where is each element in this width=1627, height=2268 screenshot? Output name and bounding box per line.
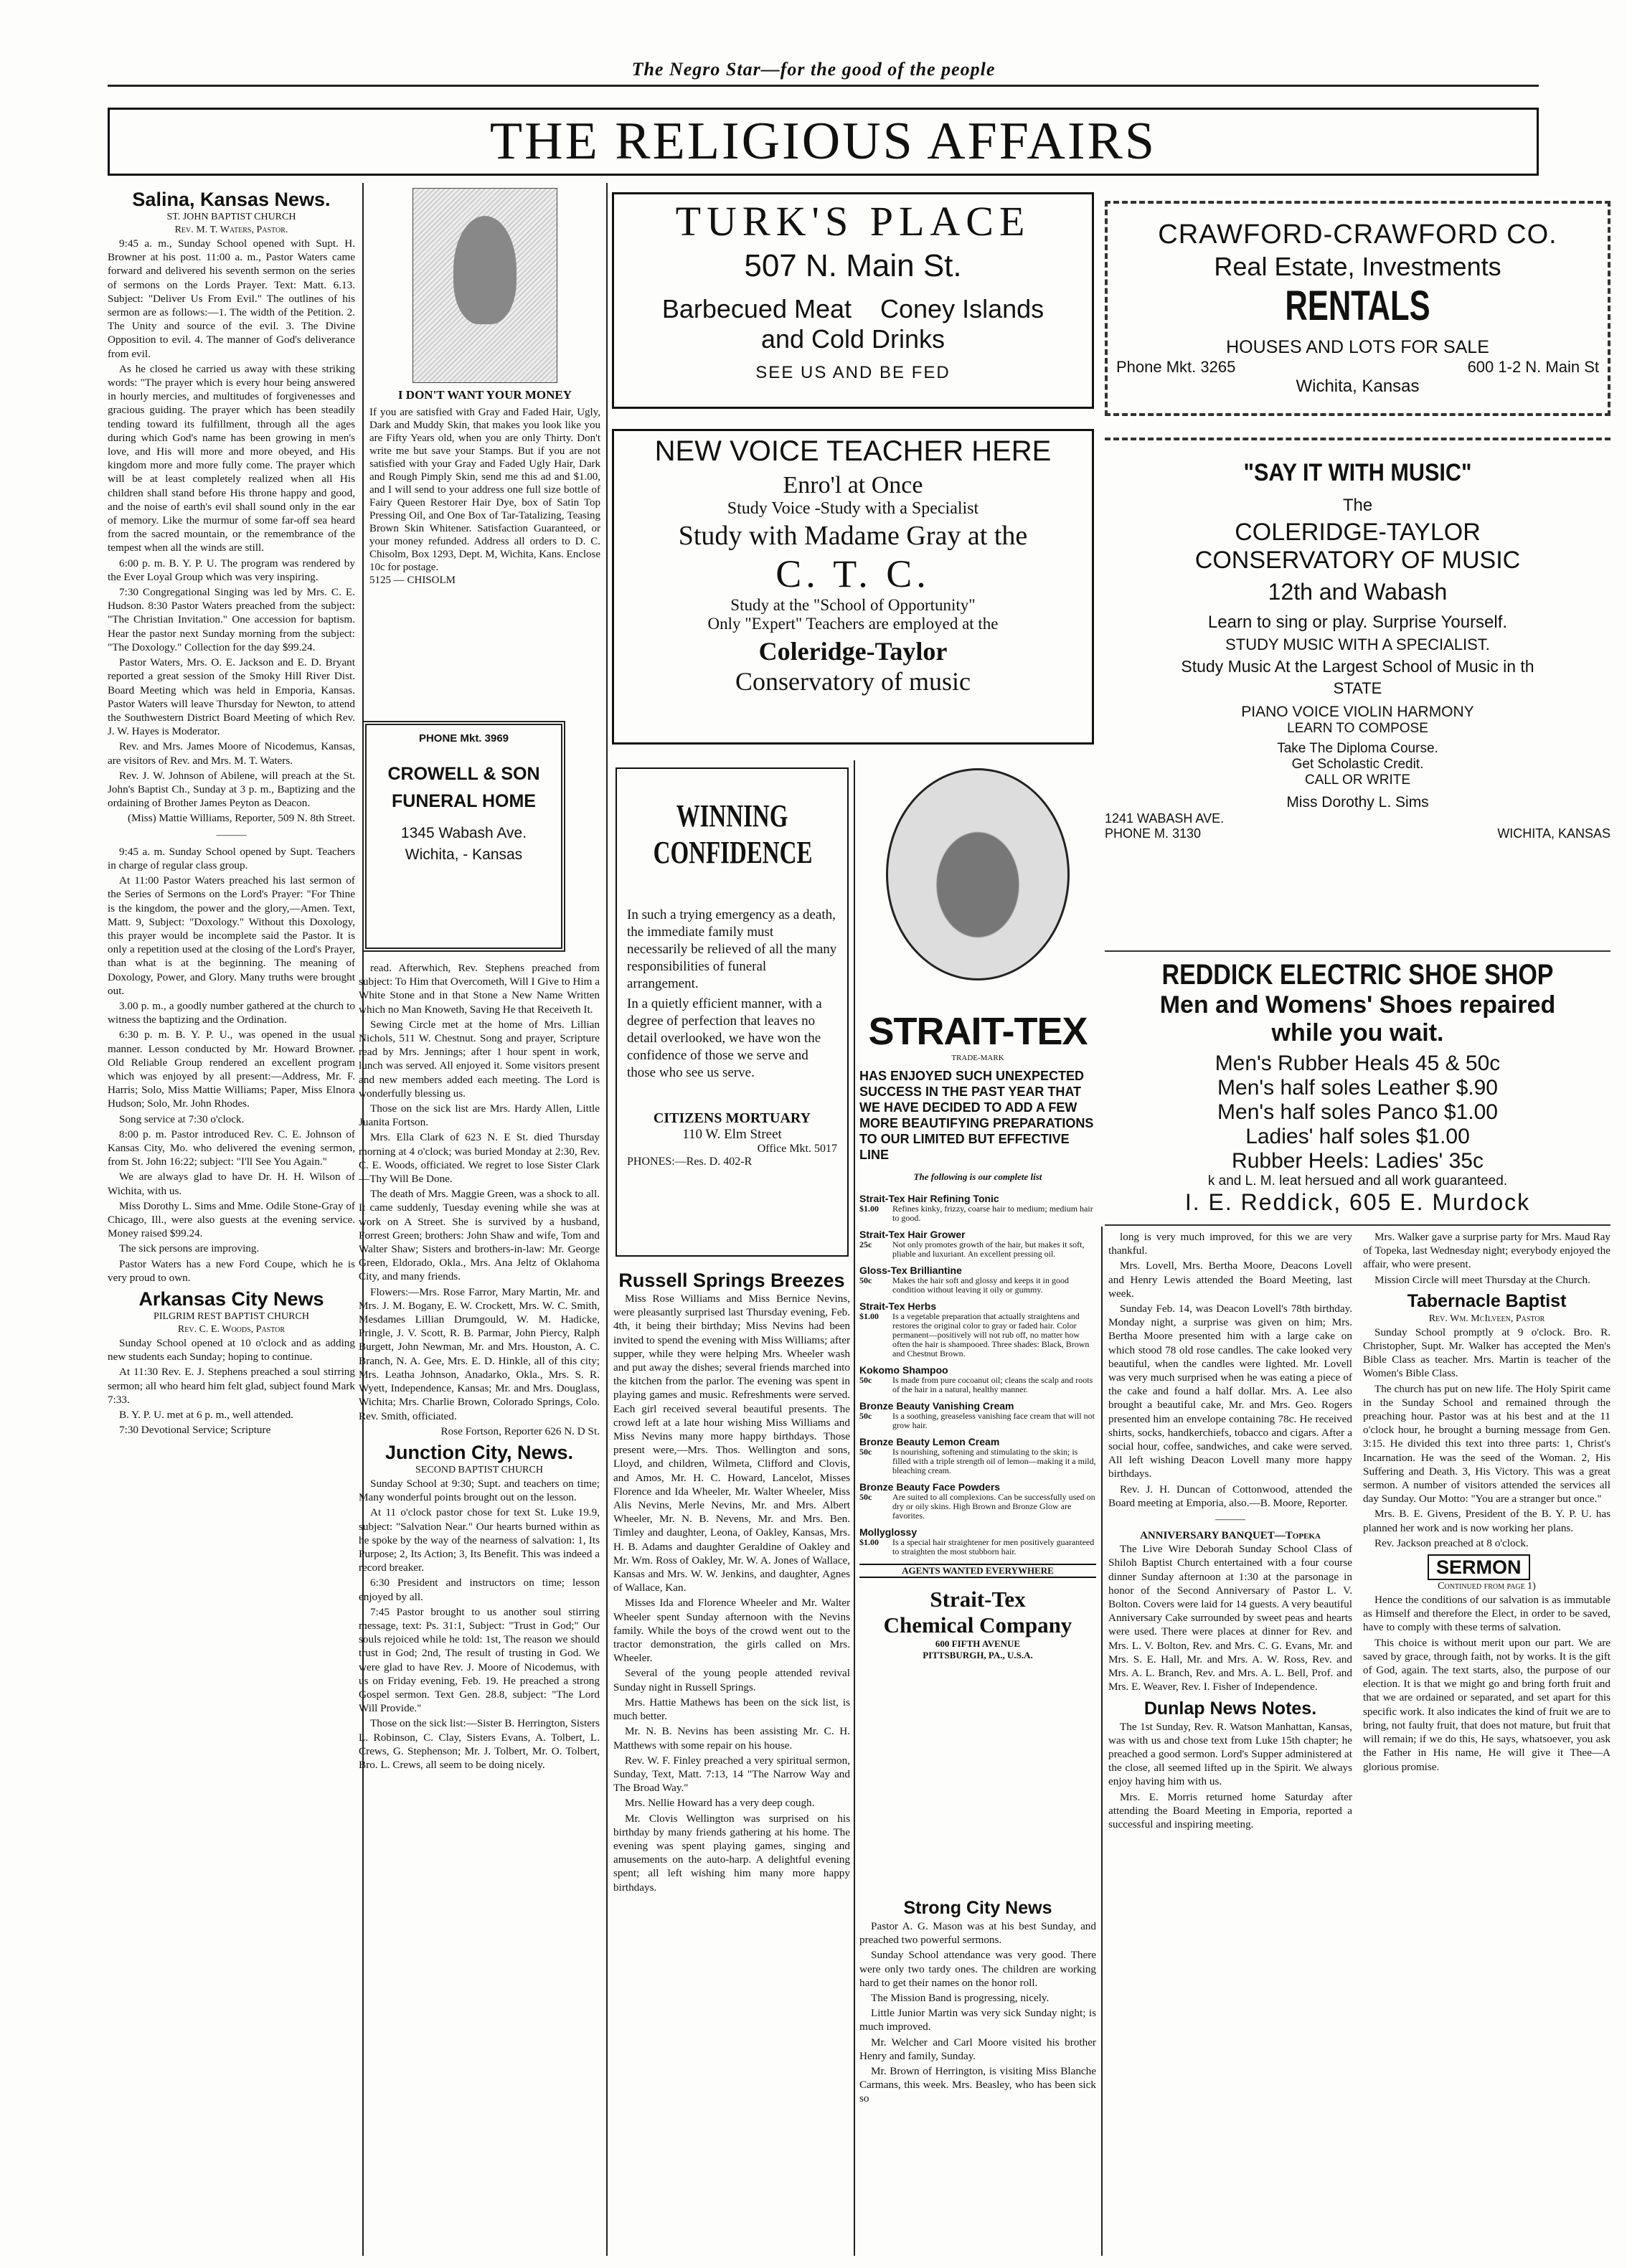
ad-signature: 5125 — CHISOLM: [369, 575, 456, 586]
headline-tabernacle-baptist: Tabernacle Baptist: [1407, 1290, 1567, 1311]
product-name: Strait-Tex Hair Refining Tonic: [859, 1193, 999, 1204]
product-price: 50c: [859, 1492, 872, 1502]
article-paragraph: The death of Mrs. Maggie Green, was a shock to all. It came suddenly, Tuesday evening while she was at work on A Street. She is survived by a husband, Forrest Green; brothers: John Shaw and wife, Tom and Walter Shaw; Sisters and brothers-in-law: Mr. George Green, Eldorado, Okla., Mrs. Ana Jeltz of Oklahoma City, and many friends.: [359, 1188, 600, 1283]
product-description: Refines kinky, frizzy, coarse hair to medium; medium hair to good.: [892, 1204, 1093, 1223]
product-description: Is a vegetable preparation that actually straightens and restores the original color to gray or faded hair. Color permanent—positively will not rub off, no matter how often the hair is shampooed. Three shades: Black, Brown and Chestnut Brown.: [892, 1311, 1090, 1359]
article-paragraph: (Miss) Mattie Williams, Reporter, 509 N. 8th Street.: [128, 812, 355, 825]
company-name: Strait-Tex: [930, 1587, 1026, 1612]
ad-headline: WINNING: [676, 798, 788, 833]
product-item: [859, 1526, 1096, 1556]
ad-line: Only "Expert" Teachers are employed at the: [707, 615, 999, 633]
product-name: Strait-Tex Herbs: [859, 1300, 937, 1312]
article-paragraph: The sick persons are improving.: [119, 1242, 260, 1255]
column-salina-news: [108, 185, 355, 2258]
product-row: [859, 1240, 1096, 1259]
separator: ———: [1215, 1514, 1245, 1526]
ad-headline: I DON'T WANT YOUR MONEY: [397, 388, 572, 402]
column-rule: [854, 760, 855, 2256]
ad-business-name: TURK'S PLACE: [675, 198, 1031, 245]
ad-citizens-mortuary: [616, 767, 849, 1257]
article-paragraph: 6:00 p. m. B. Y. P. U. The program was rendered by the Ever Loyal Group which was very inspiring.: [108, 557, 355, 583]
ad-chisolm: [369, 188, 600, 719]
article-paragraph: At 11 o'clock pastor chose for text St. Luke 19.9, subject: "Salvation Near." Our hearts burned within as he spoke by the way of the nearness of salvation: 1, Its Purpose; 2, Its Action; 3, Its Benefit. This was indeed a record breaker.: [359, 1506, 600, 1574]
product-name: Bronze Beauty Face Powders: [859, 1481, 1001, 1493]
article-paragraph: B. Y. P. U. met at 6 p. m., well attended.: [119, 1409, 293, 1422]
ad-price-line: Rubber Heels: Ladies' 35c: [1232, 1149, 1484, 1173]
product-row: [859, 1204, 1096, 1223]
ad-body: If you are satisfied with Gray and Faded Hair, Ugly, Dark and Muddy Skin, that makes you look like you are Fifty Years old, when you are only Thirty. Don't write me but save your Stamps. But if you are not satisfied with your Gray and Faded Ugly Hair, Dark and Rough Pimply Skin, send me this ad and $1.00, and I will send to your address one full size bottle of Fairy Queen Restorer Hair Dye, box of Satin Top Pressing Oil, and One Box of Tar-Tatalizing, Teasing Brown Skin Whitener. Satisfaction Guaranteed, or your money refunded. Address all orders to D. C. Chisolm, Box 1293, Dept. M, Wichita, Kans. Enclose 10c for postage.: [369, 407, 600, 573]
article-paragraph: 9:45 a. m., Sunday School opened with Supt. H. Browner at his post. 11:00 a. m., Pastor Waters came forward and delivered his seventh sermon on the series of sermons on the Lords Prayer. Text: Matt. 6.13. Subject: "Deliver Us From Evil." The outlines of his sermon are as follows:—1. The width of the Petition. 2. The Unity and source of the evil. 3. The Divine Opposition to evil. 4. The manner of God's deliverance from evil.: [108, 237, 355, 360]
ad-note: The following is our complete list: [913, 1171, 1042, 1182]
article-paragraph: 6:30 p. m. B. Y. P. U., was opened in the usual manner. Lesson conducted by Mr. Howard Browner. Old Reliable Group rendered an excellent program which was enjoyed by all present:—Address, Mr. F. Harris; Solo, Miss Mattie Williams; Paper, Miss Elnora Hudson; Solo, Mr. John Rhodes.: [108, 1029, 355, 1110]
ad-coleridge-taylor-conservatory: [1105, 438, 1611, 914]
article-paragraph: The church has put on new life. The Holy Spirit came in the Sunday School and remained through the preaching hour. Pastor was at his best and at the 11 o'clock hour, he brought a burning message from Gen. 3:15. He divided this text into three parts: 1, Christ's Incarnation. He was the seed of the Woman. 2, His Suffering and Death. 3, His Victory. This was a great sermon. A number of visitors attended the services all day Sunday. Our Motto: "You are a stranger but once.": [1363, 1382, 1611, 1506]
church-name: PILGRIM REST BAPTIST CHURCH: [154, 1311, 309, 1323]
product-row: [859, 1276, 1096, 1295]
ad-phone: Office Mkt. 5017: [757, 1143, 837, 1155]
article-paragraph: 7:30 Congregational Singing was led by Mrs. C. E. Hudson. 8:30 Pastor Waters preached from the subject: "The Christian Invitation." One accession for baptism. Hear the pastor next Sunday morning from the subject: "The Doxology." Collection for the day $99.24.: [108, 586, 355, 653]
company-address: 600 FIFTH AVENUE: [935, 1638, 1021, 1649]
article-paragraph: Rose Fortson, Reporter 626 N. D St.: [440, 1424, 600, 1437]
product-price: 50c: [859, 1275, 872, 1285]
ad-line: Enro'l at Once: [783, 472, 923, 499]
ad-line: SEE US AND BE FED: [755, 363, 951, 382]
product-item: [859, 1481, 1096, 1521]
ad-line: Study Voice -Study with a Specialist: [727, 499, 979, 518]
headline-sermon: SERMON: [1428, 1554, 1530, 1580]
article-paragraph: Mrs. Nellie Howard has a very deep cough.: [625, 1797, 815, 1810]
ad-business-name: CROWELL & SON FUNERAL HOME: [387, 764, 540, 811]
article-paragraph: Song service at 7:30 o'clock.: [119, 1112, 245, 1125]
product-description: Is nourishing, softening and stimulating to the skin; is filled with a triple strength oil of lemon—making it a mild, bleaching cream.: [892, 1447, 1096, 1475]
article-paragraph: We are always glad to have Dr. H. H. Wilson of Wichita, with us.: [108, 1171, 355, 1197]
product-price: $1.00: [859, 1537, 879, 1547]
article-paragraph: Little Junior Martin was very sick Sunday night; is much improved.: [859, 2007, 1096, 2033]
page-title: THE RELIGIOUS AFFAIRS: [489, 112, 1157, 171]
article-paragraph: Mr. Clovis Wellington was surprised on his birthday by many friends gathering at his home. The evening was spent playing games, singing and amusements on the auto-harp. A delightful evening spent; all left wishing him many more happy birthdays.: [613, 1812, 850, 1894]
headline-strong-city: Strong City News: [903, 1898, 1052, 1918]
ad-paragraph: In a quietly efficient manner, with a degree of perfection that leaves no detail overlooked, we have won the confidence of those we serve and those who see us serve.: [627, 996, 822, 1080]
article-paragraph: Mrs. Walker gave a surprise party for Mrs. Maud Ray of Topeka, last Wednesday night; everybody enjoyed the affair, who were present.: [1363, 1231, 1611, 1271]
ad-line: Learn to sing or play. Surprise Yourself.: [1207, 613, 1508, 632]
ad-headline: NEW VOICE TEACHER HERE: [654, 435, 1052, 467]
product-price: 50c: [859, 1447, 872, 1457]
column-russell-springs: [613, 1266, 850, 2256]
ad-phone: PHONE Mkt. 3969: [418, 732, 509, 745]
masthead-rule: [108, 85, 1539, 87]
article-paragraph: 7:45 Pastor brought to us another soul stirring message, text: Ps. 31:1, Subject: "Trust in God;" Our souls rejoiced while he told: 1st, The reason we should trust in God; 2nd, The result of trusting in God. We were glad to have Rev. J. Moore of Nicodemus, with us on Friday evening, Feb. 19. He preached a strong Gospel sermon. Text Gen. 28.8, subject: "The Lord Will Provide.": [359, 1605, 600, 1715]
pastor-name: Rev. Wm. McIlveen, Pastor: [1428, 1313, 1545, 1324]
continued-note: Continued from page 1): [1438, 1581, 1536, 1592]
ad-phone: Phone Mkt. 3265: [1116, 358, 1236, 376]
ad-line: and Cold Drinks: [760, 324, 945, 354]
separator: ———: [216, 829, 247, 841]
product-price: 25c: [859, 1239, 872, 1249]
ad-line: COLERIDGE-TAYLOR: [1235, 519, 1481, 546]
article-paragraph: Pastor Waters has a new Ford Coupe, which he is very proud to own.: [108, 1257, 355, 1284]
ad-line: STATE: [1333, 679, 1382, 697]
ad-headline: "SAY IT WITH MUSIC": [1243, 459, 1472, 486]
article-paragraph: Sewing Circle met at the home of Mrs. Lillian Nichols, 511 W. Chestnut. Song and prayer, Scripture read by Mrs. Jennings; after 1 hour spent in work, lunch was served. All enjoyed it. Some visitors present and new members added each meeting. The Lord is wonderfully blessing us.: [359, 1018, 600, 1100]
article-paragraph: As he closed he carried us away with these striking words: "The prayer which is every hour being answered in hourly mercies, and multitudes of forgivenesses and gracious guiding. The prayer which has been steadily tending toward its fulfillment, through all the ages during which God's name has been growing in men's love, and His will more and more obeyed, and His kingdom more and more fully come. The prayer which will be at least completely realized when all His children shall stand before His throne happy and good, and the noise of earth's evil shall sound only in the ear of memory. Like the murmur of some far-off sea heard from the sacred mountain, or the remembrance of the tempest when all the winds are still.: [108, 362, 355, 554]
pastor-name: Rev. M. T. Waters, Pastor.: [174, 225, 288, 235]
ad-line: 12th and Wabash: [1268, 579, 1448, 605]
article-paragraph: Sunday School at 9:30; Supt. and teachers on time; Many wonderful points brought out on the lesson.: [359, 1477, 600, 1504]
church-name: SECOND BAPTIST CHURCH: [415, 1464, 543, 1475]
product-row: [859, 1538, 1096, 1556]
article-paragraph: Mrs. E. Morris returned home Saturday after attending the Board Meeting in Emporia, reported a successful and inspiring meeting.: [1108, 1790, 1352, 1830]
ad-signature: I. E. Reddick, 605 E. Murdock: [1184, 1189, 1531, 1215]
headline-salina: Salina, Kansas News.: [132, 189, 331, 210]
product-name: Bronze Beauty Vanishing Cream: [859, 1400, 1014, 1412]
column-rule: [606, 183, 608, 2256]
product-description: Not only promotes growth of the hair, but makes it soft, pliable and luxuriant. An excellent pressing oil.: [892, 1239, 1085, 1259]
trade-mark-label: TRADE-MARK: [951, 1054, 1004, 1062]
article-paragraph: Rev. J. W. Johnson of Abilene, will preach at the St. John's Baptist Ch., Sunday at 3 p. m., Baptizing and the ordaining of Brother James Peyton as Deacon.: [108, 769, 355, 810]
headline-russell-springs: Russell Springs Breezes: [618, 1270, 845, 1291]
ad-line: Real Estate, Investments: [1214, 252, 1501, 281]
ad-line: Barbecued Meat Coney Islands: [661, 294, 1044, 323]
product-description: Are suited to all complexions. Can be successfully used on dry or oily skins. High Brown and Bronze Glow are favorites.: [892, 1492, 1095, 1521]
ad-line: k and L. M. leat hersued and all work guaranteed.: [1207, 1173, 1508, 1189]
ad-price-line: Men's half soles Leather $.90: [1217, 1076, 1498, 1100]
product-name: Kokomo Shampoo: [859, 1364, 948, 1376]
article-paragraph: 9:45 a. m. Sunday School opened by Supt. Teachers in charge of regular class group.: [108, 845, 355, 871]
product-name: Gloss-Tex Brilliantine: [859, 1265, 962, 1276]
ad-line: Take The Diploma Course.: [1277, 741, 1438, 756]
column-strong-city: [859, 1894, 1096, 2256]
product-name: Mollyglossy: [859, 1526, 918, 1538]
ad-line: CONSERVATORY OF MUSIC: [1194, 547, 1521, 574]
product-item: [859, 1265, 1096, 1295]
article-paragraph: Mrs. Lovell, Mrs. Bertha Moore, Deacons Lovell and Henry Lewis attended the Board Meeting, last week.: [1108, 1260, 1352, 1300]
article-paragraph: Mrs. Hattie Mathews has been on the sick list, is much better.: [613, 1696, 850, 1723]
ad-line: Coleridge-Taylor: [758, 637, 948, 666]
article-paragraph: At 11:30 Rev. E. J. Stephens preached a soul stirring sermon; all who heard him felt glad, subject found Mark 7:33.: [108, 1366, 355, 1406]
article-paragraph: Flowers:—Mrs. Rose Farror, Mary Martin, Mr. and Mrs. J. M. Bogany, E. W. Crockett, Mrs. W. C. Smith, Mesdames Lillian Drumgould, W. M. Hadicke, Pringle, J. V. Scott, R. B. Parmar, John Piercy, Ralph Burgett, John Newman, Mr. and Mrs. Houston, A. C. Branch, N. A. Gee, Mrs. E. D. Hinkle, all of this city; Mrs. Leatha Johnson, Anadarko, Okla., Mrs. S. R. Wyett, Independence, Kansas; Mr. and Mrs. Douglass, Wichita; Mrs. Charlie Brown, Colorado Springs, Colo. Rev. Smith, officiated.: [359, 1285, 600, 1422]
ad-line: PIANO VOICE VIOLIN HARMONY: [1241, 704, 1474, 720]
woman-portrait-image: [886, 768, 1070, 981]
product-description: Is a soothing, greaseless vanishing face cream that will not grow hair.: [892, 1411, 1095, 1430]
pastor-name: Rev. C. E. Woods, Pastor: [177, 1324, 286, 1336]
article-paragraph: This choice is without merit upon our part. We are saved by grace, through faith, not by works. It is the gift of God, again. The text starts, also, the purpose of our election. It is that we might go and bring forth fruit and that we are ordained or separated, and set apart for this specific work. It also indicates the kind of fruit we are to bring, not faulty fruit, that does not mature, but fruit that will remain; if we do this, He says, whatsoever, you ask the Father in His name, He will give it Thee—A glorious promise.: [1363, 1636, 1611, 1773]
ad-phone: PHONES:—Res. D. 402-R: [627, 1156, 753, 1168]
article-paragraph: Misses Ida and Florence Wheeler and Mr. Walter Wheeler spent Sunday afternoon with the Nevins family. While the boys of the crowd went out to the tractor demonstration, the girls called on Mrs. Wheeler.: [613, 1597, 850, 1665]
ad-line: Miss Dorothy L. Sims: [1286, 794, 1429, 811]
article-paragraph: Hence the conditions of our salvation is as immutable as Himself and therefore the Elect, in order to be saved, have to comply with these terms of salvation.: [1363, 1594, 1611, 1634]
article-paragraph: Rev. J. H. Duncan of Cottonwood, attended the Board meeting at Emporia, also.—B. Moore, Reporter.: [1108, 1483, 1352, 1509]
ad-line: Conservatory of music: [735, 667, 971, 696]
ad-line: The: [1342, 496, 1373, 515]
product-description: Is a special hair straightener for men positively guaranteed to straighten the most stubborn hair.: [892, 1537, 1095, 1556]
product-item: [859, 1436, 1096, 1475]
ad-line: Study with Madame Gray at the: [678, 521, 1028, 551]
ad-claim: HAS ENJOYED SUCH UNEXPECTED SUCCESS IN THE PAST YEAR THAT WE HAVE DECIDED TO ADD A FEW MORE BEAUTIFYING PREPARATIONS TO OUR LIMITED BUT EFFECTIVE LINE: [859, 1069, 1094, 1162]
article-paragraph: At 11:00 Pastor Waters preached his last sermon of the Series of Sermons on the Lord's Prayer: "For Thine is the kingdom, the power and the glory,—Amen. Text, Matt. 9, Subject: "Doxology." Without this Doxology, this prayer would be incomplete said the Pastor. It is only a repetition used at the closing of the Lord's Prayer, than what is at the beginning. The meaning of Doxology, Power, and Glory. Many truths were brought out.: [108, 874, 355, 997]
ad-crawford-real-estate: [1105, 201, 1611, 416]
ad-business-name: CITIZENS MORTUARY: [653, 1110, 811, 1126]
ad-line: CALL OR WRITE: [1304, 772, 1411, 788]
ad-address: 600 1-2 N. Main St: [1467, 358, 1599, 376]
ad-contact-row: [1108, 358, 1608, 377]
article-paragraph: Sunday School attendance was very good. There were only two tardy ones. The children are working hard to get their names on the honor roll.: [859, 1949, 1096, 1989]
ad-line: LEARN TO COMPOSE: [1287, 721, 1428, 736]
article-paragraph: Mr. N. B. Nevins has been assisting Mr. C. H. Matthews with some repair on his house.: [613, 1725, 850, 1752]
ad-address: 507 N. Main St.: [744, 248, 962, 283]
article-paragraph: The Mission Band is progressing, nicely.: [871, 1992, 1050, 2005]
ad-headline: REDDICK ELECTRIC SHOE SHOP: [1161, 959, 1554, 991]
article-paragraph: 6:30 President and instructors on time; lesson enjoyed by all.: [359, 1577, 600, 1603]
ad-turks-place: [612, 192, 1094, 409]
product-item: [859, 1300, 1096, 1359]
product-name: Bronze Beauty Lemon Cream: [859, 1436, 1000, 1447]
product-list: [859, 1193, 1096, 1556]
article-paragraph: 8:00 p. m. Pastor introduced Rev. C. E. Johnson of Kansas City, Mo. who delivered the evening sermon, from St. John 16:22; subject: "I'll See You Again.": [108, 1128, 355, 1168]
article-paragraph: Several of the young people attended revival Sunday night in Russell Springs.: [613, 1667, 850, 1693]
product-description: Is made from pure cocoanut oil; cleans the scalp and roots of the hair in a natural, healthy manner.: [892, 1375, 1093, 1394]
headline-arkansas-city: Arkansas City News: [138, 1288, 324, 1310]
ad-contact-row: [1105, 811, 1611, 841]
product-row: [859, 1312, 1096, 1359]
ad-paragraph: In such a trying emergency as a death, the immediate family must necessarily be relieved of all the many responsibilities of funeral arrangement.: [627, 907, 837, 991]
product-row: [859, 1376, 1096, 1394]
product-item: [859, 1229, 1096, 1259]
ad-price-line: Men's Rubber Heals 45 & 50c: [1215, 1052, 1501, 1075]
portrait-image: [412, 188, 557, 383]
ad-price-line: Men's half soles Panco $1.00: [1217, 1100, 1498, 1124]
agents-banner: AGENTS WANTED EVERYWHERE: [859, 1564, 1096, 1578]
ad-headline: CONFIDENCE: [653, 835, 813, 870]
article-paragraph: read. Afterwhich, Rev. Stephens preached from subject: To Him that Overcometh, Will I Give to Him a White Stone and in that Stone a New Name Written which no Man Knoweth, Saving He that Receiveth It.: [359, 962, 600, 1016]
ad-line: Men and Womens' Shoes repaired: [1159, 991, 1556, 1019]
ad-line: Study Music At the Largest School of Music in th: [1181, 657, 1534, 676]
product-item: [859, 1400, 1096, 1430]
article-paragraph: Pastor Waters, Mrs. O. E. Jackson and E. D. Bryant reported a great session of the Smoky Hill River Dist. Board Meeting which was held in Emporia, Kansas. Pastor Waters will leave Thursday for Newton, to attend the Southwestern District Board Meeting of which Rev. J. W. Hayes is Moderator.: [108, 656, 355, 738]
article-paragraph: Rev. W. F. Finley preached a very spiritual sermon, Sunday, Text, Matt. 7:13, 14 "The Narrow Way and The Broad Way.": [613, 1754, 850, 1795]
ad-city: Wichita, - Kansas: [405, 846, 523, 863]
article-paragraph: Sunday School opened at 10 o'clock and as adding new students each Sunday; hoping to continue.: [108, 1337, 355, 1364]
ad-strait-tex: [859, 764, 1096, 1851]
ad-reddick-shoe-shop: [1105, 950, 1611, 1226]
ad-address: 1241 WABASH AVE.: [1105, 811, 1225, 826]
ad-city: WICHITA, KANSAS: [1497, 826, 1611, 841]
company-name: Chemical Company: [883, 1612, 1072, 1638]
ad-new-voice-teacher: [612, 429, 1094, 745]
product-row: [859, 1447, 1096, 1475]
ad-line: HOUSES AND LOTS FOR SALE: [1226, 337, 1489, 357]
article-paragraph: Those on the sick list:—Sister B. Herrington, Sisters L. Robinson, C. Clay, Sisters Evans, A. Tolbert, L. Crews, G. Stephenson; Mr. J. Tolbert, Mr. O. Tolbert, Bro. L. Crews, all seem to be doing nicely.: [359, 1717, 600, 1771]
product-item: [859, 1364, 1096, 1394]
ad-line: Get Scholastic Credit.: [1291, 757, 1424, 772]
ad-line: C. T. C.: [775, 552, 930, 595]
column-tabernacle-baptist: [1363, 1230, 1611, 2256]
product-price: $1.00: [859, 1204, 879, 1214]
article-paragraph: Mrs. Ella Clark of 623 N. E St. died Thursday morning at 4 o'clock; was buried Monday at 2:30, Rev. C. E. Woods, officiated. We regret to lose Sister Clark—Thy Will Be Done.: [359, 1131, 600, 1186]
ad-business-name: CRAWFORD-CRAWFORD CO.: [1158, 219, 1557, 250]
product-row: [859, 1493, 1096, 1521]
article-paragraph: The Live Wire Deborah Sunday School Class of Shiloh Baptist Church entertained with a four course dinner Sunday afternoon at 1:30 at the parsonage in honor of the Second Anniversary of Pastor L. V. Bolton. Covers were laid for 14 guests. A very beautiful Anniversary Cake surrounded by sweet peas and hearts were used. There were places at dinner for Rev. and Mrs. L. V. Bolton, Rev. and Mrs. C. G. Evans, Mr. and Mrs. S. E. Hall, Mr. and Mrs. A. W. Ross, Rev. and Mrs. A. L. Branch, Rev. and Mrs. A. L. Bell, Prof. and Mrs. E. Weaver, Rev. I. Fisher of Independence.: [1108, 1543, 1352, 1693]
product-name: Strait-Tex Hair Grower: [859, 1229, 966, 1240]
article-paragraph: Pastor A. G. Mason was at his best Sunday, and preached two powerful sermons.: [859, 1920, 1096, 1947]
ad-phone: PHONE M. 3130: [1105, 826, 1202, 841]
column-rule: [1101, 1227, 1103, 2256]
article-paragraph: long is very much improved, for this we are very thankful.: [1108, 1231, 1352, 1257]
article-paragraph: Mission Circle will meet Thursday at the Church.: [1374, 1273, 1590, 1286]
masthead: The Negro Star—for the good of the people: [631, 59, 996, 80]
church-name: ST. JOHN BAPTIST CHURCH: [166, 212, 296, 222]
column-strong-city-continued: [1108, 1230, 1352, 2256]
product-price: 50c: [859, 1411, 872, 1421]
headline-anniversary-banquet: ANNIVERSARY BANQUET—Topeka: [1140, 1530, 1321, 1542]
strait-tex-logo: STRAIT-TEX: [868, 1010, 1088, 1053]
product-price: 50c: [859, 1375, 872, 1385]
company-address: PITTSBURGH, PA., U.S.A.: [923, 1650, 1033, 1660]
headline-junction-city: Junction City, News.: [385, 1441, 574, 1463]
article-paragraph: Mr. Brown of Herrington, is visiting Miss Blanche Carmans, this week. Mrs. Beasley, who has been sick so: [859, 2065, 1096, 2105]
ad-crowell-funeral-home: [362, 721, 565, 952]
product-price: $1.00: [859, 1311, 879, 1321]
ad-line: while you wait.: [1271, 1019, 1444, 1046]
article-paragraph: Rev. Jackson preached at 8 o'clock.: [1374, 1536, 1529, 1549]
ad-price-line: Ladies' half soles $1.00: [1245, 1125, 1470, 1148]
article-paragraph: Mrs. B. E. Givens, President of the B. Y. P. U. has planned her work and is now working her plans.: [1363, 1508, 1611, 1534]
product-row: [859, 1412, 1096, 1430]
ad-address: 1345 Wabash Ave.: [400, 825, 527, 841]
article-paragraph: The 1st Sunday, Rev. R. Watson Manhattan, Kansas, was with us and chose text from Luke 15th chapter; he preached a good sermon. Lord's Supper administered at the close, all seemed lifted up in the Spirit. We always enjoy having him with us.: [1108, 1720, 1352, 1788]
article-paragraph: Mr. Welcher and Carl Moore visited his brother Henry and family, Sunday.: [859, 2036, 1096, 2062]
ad-line: STUDY MUSIC WITH A SPECIALIST.: [1225, 635, 1490, 653]
ad-address: 110 W. Elm Street: [682, 1127, 782, 1142]
headline-dunlap-news: Dunlap News Notes.: [1143, 1698, 1317, 1719]
ad-headline: RENTALS: [1285, 283, 1430, 329]
ad-city: Wichita, Kansas: [1296, 377, 1420, 396]
article-paragraph: Those on the sick list are Mrs. Hardy Allen, Little Juanita Fortson.: [359, 1102, 600, 1129]
article-paragraph: Sunday School promptly at 9 o'clock. Bro. R. Christopher, Supt. Mr. Walker has accepted the Men's Bible Class as teacher. Mrs. Martin is teacher of the Women's Bible Class.: [1363, 1326, 1611, 1380]
column-arkansas-continued: [359, 961, 600, 2256]
product-item: [859, 1193, 1096, 1223]
article-paragraph: 7:30 Devotional Service; Scripture: [119, 1424, 271, 1437]
article-paragraph: Miss Rose Williams and Miss Bernice Nevins, were pleasantly surprised last Thursday evening, Feb. 4th, it being their birthday; Miss Nevins had been invited to spend the evening with Miss Williams; after supper, while they were helping Mrs. Wheeler wash and put away the dishes; several friends marched into the kitchen from the parlor. The evening was spent in playing games and music. Refreshments were served. Each girl received several beautiful presents. The crowd left at a late hour wishing Miss Williams and Miss Nevins many more happy birthdays. Those present were,—Mrs. Thos. Wellington and sons, Lloyd, and children, Wilmeta, Clifford and Clovis, and Amos, Mr. H. C. Howard, Lancelot, Misses Florence and Ida Wheeler, Mr. Walter Wheeler, Miss Alis Nevins, Merle Nevins, Mr. and Mrs. Albert Wheeler, Mr. N. B. Nevens, Mr. and Mrs. Ben. Timley and daughter, Leona, of Oakley, Kansas, Mrs. H. B. Adams and daughter Geraldine of Oakley and Mr. Wm. Ross of Oakley, Mr. W. A. Jones of Wallace, Kansas and Mrs. W. W. Jenkins, and daughter, Agnes of Wallace, Kan.: [613, 1293, 850, 1594]
article-paragraph: Rev. and Mrs. James Moore of Nicodemus, Kansas, are visitors of Rev. and Mrs. M. T. Waters.: [108, 740, 355, 767]
product-description: Makes the hair soft and glossy and keeps it in good condition without leaving it oily or gummy.: [892, 1275, 1069, 1295]
article-paragraph: 3.00 p. m., a goodly number gathered at the church to witness the baptizing and the Ordination.: [108, 999, 355, 1026]
article-paragraph: Miss Dorothy L. Sims and Mme. Odile Stone-Gray of Chicago, Ill., were also guests at the evening service. Money raised $99.24.: [108, 1199, 355, 1240]
ad-line: Study at the "School of Opportunity": [730, 596, 976, 614]
article-paragraph: Sunday Feb. 14, was Deacon Lovell's 78th birthday. Monday night, a surprise was given on him; Mrs. Bertha Moore presented him with a large cake on which stood 78 old rose candles. The cake looked very beautiful, when the candles were lighted. Mr. Lovell was very much surprised when he was eating a piece of the cake and found a half dollar. Mrs. A. Lee also brought a beautiful cake, Mr. and Mrs. Geo. Rogers presented him an envelope containing 78c. He received shirts, socks, handkerchiefs, tobacco and cigars. After a social hour, coffee, sandwiches, and cake were served. All left wishing Deacon Lovell many more happy birthdays.: [1108, 1303, 1352, 1480]
